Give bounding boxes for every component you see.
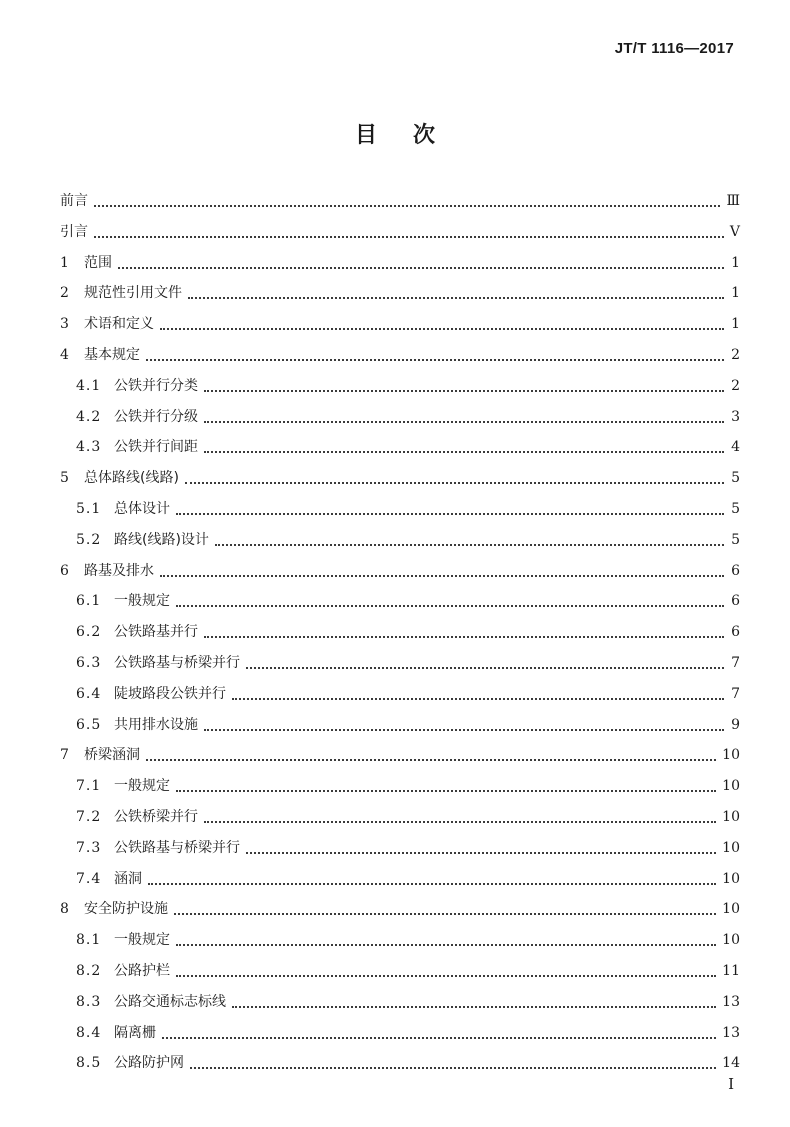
toc-entry-page: 10 bbox=[722, 932, 740, 949]
toc-entry-number: 7.3 bbox=[76, 839, 102, 856]
toc-entry-number: 6.5 bbox=[76, 716, 102, 733]
page-title-char-2: 次 bbox=[413, 123, 436, 148]
toc-entry-label: 前言 bbox=[60, 193, 88, 209]
toc-entry-page: Ⅲ bbox=[726, 193, 740, 209]
toc-entry-number: 4.3 bbox=[76, 439, 102, 456]
toc-entry[interactable] bbox=[76, 771, 740, 795]
toc-dot-leader bbox=[176, 789, 716, 792]
toc-entry[interactable] bbox=[60, 556, 740, 580]
toc-entry-label: 涵洞 bbox=[114, 870, 142, 887]
toc-entry-number: 8.1 bbox=[76, 932, 102, 949]
toc-dot-leader bbox=[204, 389, 724, 392]
toc-entry-label: 隔离栅 bbox=[114, 1024, 156, 1041]
toc-entry-number: 7.4 bbox=[76, 870, 102, 887]
toc-entry-number: 2 bbox=[60, 285, 69, 302]
toc-dot-leader bbox=[176, 604, 724, 607]
toc-dot-leader bbox=[146, 758, 716, 761]
toc-entry[interactable] bbox=[76, 648, 740, 672]
toc-dot-leader bbox=[146, 358, 724, 361]
toc-entry-number: 6 bbox=[60, 562, 69, 579]
toc-entry-number: 7.1 bbox=[76, 778, 102, 795]
toc-dot-leader bbox=[204, 728, 724, 731]
toc-entry-label: 公铁并行分级 bbox=[114, 408, 198, 425]
toc-entry[interactable] bbox=[60, 186, 740, 210]
toc-entry-label: 引言 bbox=[60, 223, 88, 240]
toc-entry-page: 10 bbox=[722, 778, 740, 795]
toc-dot-leader bbox=[162, 1036, 716, 1039]
toc-entry-page: 9 bbox=[731, 716, 740, 733]
toc-entry-number: 6.3 bbox=[76, 655, 102, 671]
toc-entry-number: 8.4 bbox=[76, 1024, 102, 1041]
toc-dot-leader bbox=[204, 635, 724, 638]
toc-entry-label: 公铁路基与桥梁并行 bbox=[114, 655, 240, 671]
toc-entry-number: 3 bbox=[60, 316, 69, 333]
toc-entry[interactable] bbox=[76, 371, 740, 395]
toc-entry[interactable] bbox=[76, 432, 740, 456]
page-title-char-1: 目 bbox=[354, 123, 377, 148]
toc-dot-leader bbox=[246, 851, 716, 854]
toc-entry-page: 4 bbox=[731, 439, 740, 456]
toc-entry-label: 路线(线路)设计 bbox=[114, 531, 209, 548]
toc-entry-label: 范围 bbox=[84, 254, 112, 271]
toc-entry-number: 5 bbox=[60, 470, 69, 487]
toc-entry[interactable] bbox=[76, 525, 740, 549]
toc-dot-leader bbox=[174, 912, 716, 915]
toc-entry-page: 10 bbox=[722, 901, 740, 918]
toc-entry-label: 公铁并行分类 bbox=[114, 377, 198, 394]
toc-dot-leader bbox=[160, 327, 724, 330]
toc-entry-page: 11 bbox=[722, 963, 740, 979]
toc-dot-leader bbox=[204, 450, 724, 453]
toc-entry[interactable] bbox=[60, 463, 740, 487]
toc-entry-label: 一般规定 bbox=[114, 593, 170, 610]
toc-entry-page: 5 bbox=[731, 501, 740, 517]
toc-entry-label: 桥梁涵洞 bbox=[84, 747, 140, 764]
toc-dot-leader bbox=[94, 235, 724, 238]
toc-entry-page: 2 bbox=[731, 377, 740, 394]
toc-entry[interactable] bbox=[60, 248, 740, 272]
toc-dot-leader bbox=[118, 266, 724, 269]
toc-entry[interactable] bbox=[76, 956, 740, 980]
toc-entry-label: 路基及排水 bbox=[84, 562, 154, 579]
toc-entry-page: 6 bbox=[731, 593, 740, 610]
toc-entry-number: 6.4 bbox=[76, 685, 102, 702]
toc-entry-label: 公铁并行间距 bbox=[114, 439, 198, 456]
toc-entry-number: 4 bbox=[60, 347, 69, 363]
toc-entry-page: 2 bbox=[731, 347, 740, 363]
page-number: I bbox=[728, 1075, 734, 1093]
toc-entry[interactable] bbox=[60, 340, 740, 364]
toc-entry-page: 1 bbox=[731, 254, 740, 271]
toc-entry-label: 总体路线(线路) bbox=[84, 470, 179, 487]
toc-entry-label: 公铁桥梁并行 bbox=[114, 809, 198, 825]
toc-entry-number: 7 bbox=[60, 747, 69, 764]
toc-entry-page: 14 bbox=[722, 1055, 740, 1072]
toc-dot-leader bbox=[160, 574, 724, 577]
toc-entry[interactable] bbox=[76, 494, 740, 518]
toc-entry[interactable] bbox=[76, 710, 740, 734]
toc-entry[interactable] bbox=[76, 1048, 740, 1072]
toc-entry[interactable] bbox=[76, 617, 740, 641]
toc-entry[interactable] bbox=[76, 925, 740, 949]
toc-dot-leader bbox=[188, 296, 724, 299]
toc-dot-leader bbox=[176, 974, 716, 977]
toc-entry-page: 7 bbox=[731, 685, 740, 702]
toc-entry-label: 规范性引用文件 bbox=[84, 285, 182, 302]
toc-entry[interactable] bbox=[76, 679, 740, 703]
toc-entry[interactable] bbox=[60, 217, 740, 241]
toc-dot-leader bbox=[215, 543, 724, 546]
toc-entry-page: 10 bbox=[722, 809, 740, 825]
toc-entry-number: 4.2 bbox=[76, 408, 102, 425]
toc-entry[interactable] bbox=[76, 402, 740, 426]
toc-dot-leader bbox=[94, 204, 720, 207]
toc-dot-leader bbox=[204, 820, 716, 823]
page-title bbox=[0, 118, 790, 149]
toc-entry-page: 5 bbox=[731, 470, 740, 487]
toc-entry-page: 1 bbox=[731, 285, 740, 302]
toc-entry-page: 1 bbox=[731, 316, 740, 333]
toc-dot-leader bbox=[148, 882, 716, 885]
toc-entry-label: 公铁路基与桥梁并行 bbox=[114, 839, 240, 856]
toc-entry-page: 3 bbox=[731, 408, 740, 425]
toc-dot-leader bbox=[204, 420, 724, 423]
toc-entry-number: 8 bbox=[60, 901, 69, 918]
toc-entry-number: 6.1 bbox=[76, 593, 102, 610]
toc-entry-page: 10 bbox=[722, 747, 740, 764]
toc-entry[interactable] bbox=[60, 309, 740, 333]
toc-entry-label: 公铁路基并行 bbox=[114, 624, 198, 641]
toc-entry[interactable] bbox=[60, 740, 740, 764]
toc-dot-leader bbox=[176, 512, 724, 515]
toc-entry-number: 4.1 bbox=[76, 377, 102, 394]
toc-entry[interactable] bbox=[76, 1018, 740, 1042]
toc-entry-label: 总体设计 bbox=[114, 501, 170, 517]
toc-entry-page: 13 bbox=[722, 1024, 740, 1041]
standard-code: JT/T 1116—2017 bbox=[614, 40, 734, 57]
toc-entry[interactable] bbox=[76, 833, 740, 857]
toc-entry-label: 公路护栏 bbox=[114, 963, 170, 979]
toc-entry[interactable] bbox=[60, 894, 740, 918]
toc-entry-number: 8.2 bbox=[76, 963, 102, 979]
toc-entry-label: 公路防护网 bbox=[114, 1055, 184, 1072]
toc-entry-label: 安全防护设施 bbox=[84, 901, 168, 918]
toc-entry[interactable] bbox=[76, 864, 740, 888]
toc-entry-number: 7.2 bbox=[76, 809, 102, 825]
toc-dot-leader bbox=[246, 666, 724, 669]
toc-entry-number: 8.3 bbox=[76, 993, 102, 1010]
toc-entry[interactable] bbox=[76, 987, 740, 1011]
toc-entry-label: 共用排水设施 bbox=[114, 716, 198, 733]
toc-entry-label: 一般规定 bbox=[114, 778, 170, 795]
toc-dot-leader bbox=[190, 1066, 716, 1069]
toc-entry-label: 术语和定义 bbox=[84, 316, 154, 333]
toc-entry[interactable] bbox=[60, 278, 740, 302]
toc-entry-page: Ⅴ bbox=[729, 223, 740, 240]
toc-entry-page: 6 bbox=[731, 562, 740, 579]
toc-entry[interactable] bbox=[76, 802, 740, 826]
toc-entry-number: 8.5 bbox=[76, 1055, 102, 1072]
toc-entry-label: 一般规定 bbox=[114, 932, 170, 949]
toc-entry-number: 1 bbox=[60, 254, 69, 271]
toc-entry-page: 10 bbox=[722, 839, 740, 856]
toc-entry-number: 5.2 bbox=[76, 531, 102, 548]
toc-entry-page: 5 bbox=[731, 531, 740, 548]
toc-entry-number: 5.1 bbox=[76, 501, 102, 517]
toc-entry-label: 基本规定 bbox=[84, 347, 140, 363]
toc-entry[interactable] bbox=[76, 586, 740, 610]
toc-entry-page: 13 bbox=[722, 993, 740, 1010]
toc-dot-leader bbox=[185, 481, 724, 484]
toc-dot-leader bbox=[232, 697, 724, 700]
toc-entry-page: 10 bbox=[722, 870, 740, 887]
toc-entry-label: 陡坡路段公铁并行 bbox=[114, 685, 226, 702]
toc-entry-page: 7 bbox=[731, 655, 740, 671]
toc-entry-number: 6.2 bbox=[76, 624, 102, 641]
toc-entry-page: 6 bbox=[731, 624, 740, 641]
toc-dot-leader bbox=[176, 943, 716, 946]
toc-entry-label: 公路交通标志标线 bbox=[114, 993, 226, 1010]
toc-dot-leader bbox=[232, 1005, 716, 1008]
